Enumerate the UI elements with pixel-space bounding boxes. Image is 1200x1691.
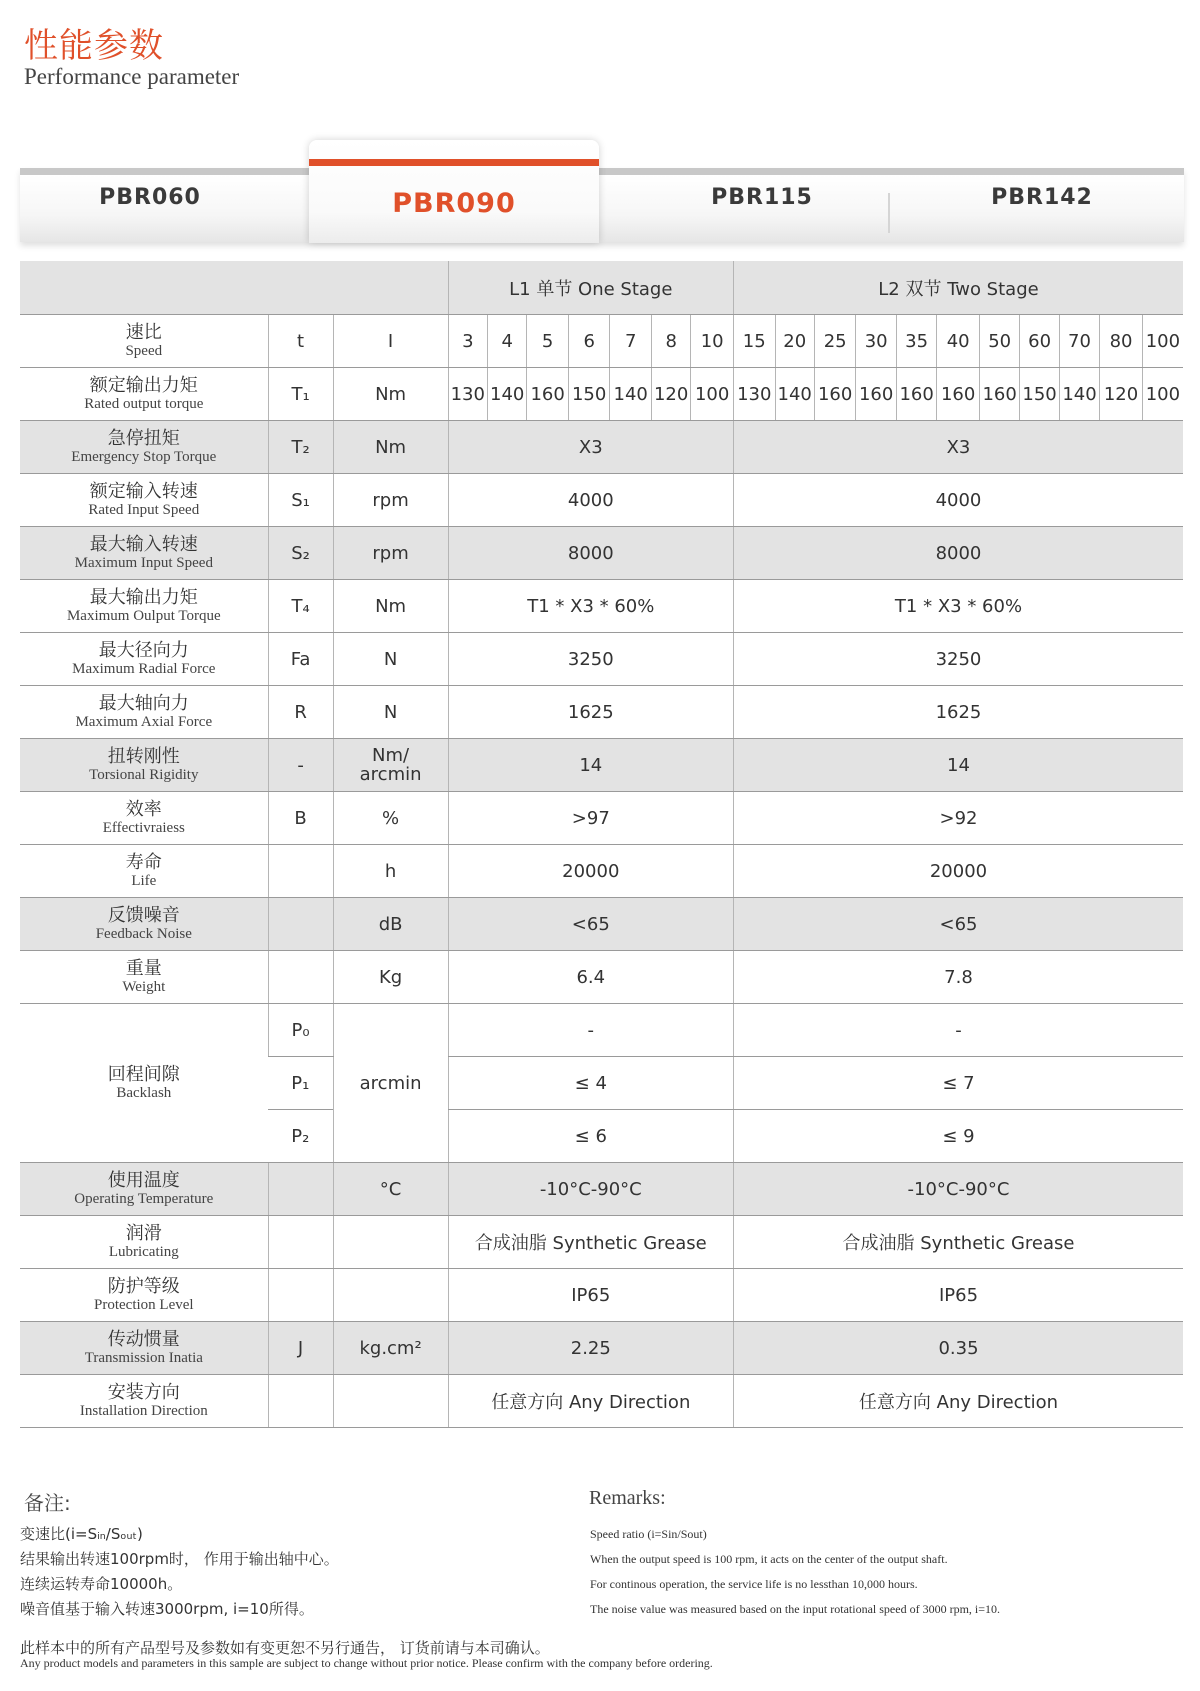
row-label-en: Maximum Input Speed [74,554,213,571]
remark-item: The noise value was measured based on the input rotational speed of 3000 rpm, i=10. [590,1602,1000,1616]
row-symbol [268,1163,333,1216]
row-label-en: Emergency Stop Torque [71,448,217,465]
row-label-en: Effectivraiess [102,819,185,836]
torque-cell: 160 [937,368,980,421]
row-symbol: t [268,315,333,368]
remarks-title-cn: 备注: [24,1491,71,1515]
backlash-label [20,1004,268,1163]
stage2-value: ≤ 9 [733,1110,1183,1163]
remark-item: 变速比(i=Sᵢₙ/Sₒᵤₜ) [20,1525,143,1543]
stage2-value: 8000 [733,527,1183,580]
stage2-value: IP65 [733,1269,1183,1322]
stage1-value: >97 [448,792,733,845]
torque-cell: 100 [691,368,734,421]
stage1-value: -10°C-90°C [448,1163,733,1216]
stage1-value: 任意方向 Any Direction [448,1375,733,1428]
row-label-en: Operating Temperature [74,1190,214,1207]
torque-cell: 140 [487,368,526,421]
row-symbol [268,951,333,1004]
page-subtitle: Performance parameter [24,64,240,89]
row-symbol [268,1216,333,1269]
stage1-value: 8000 [448,527,733,580]
ratio-cell: 50 [979,315,1019,368]
tab-pbr115[interactable]: PBR115 [711,185,813,210]
ratio-cell: 70 [1059,315,1099,368]
torque-cell: 130 [733,368,775,421]
row-label-en: Protection Level [94,1296,194,1313]
stage1-value: X3 [448,421,733,474]
torque-cell: 140 [775,368,814,421]
row-symbol [268,845,333,898]
torque-cell: 120 [651,368,690,421]
torque-cell: 140 [610,368,652,421]
stage-header-row [20,261,1183,315]
torque-cell: 150 [1020,368,1059,421]
stage2-value: 0.35 [733,1322,1183,1375]
row-label-en: Rated Input Speed [88,501,200,518]
row-label-en: Backlash [116,1084,172,1101]
row-symbol [268,898,333,951]
row-label-cn: 最大输出力矩 [89,586,198,608]
row-symbol: P₁ [268,1057,333,1110]
ratio-cell: 7 [610,315,652,368]
row-label-en: Lubricating [108,1243,179,1260]
torque-cell: 130 [448,368,487,421]
remarks-list-cn [20,1522,339,1622]
row-symbol: S₂ [268,527,333,580]
stage1-value: ≤ 6 [448,1110,733,1163]
row-label-cn: 寿命 [125,851,162,873]
row-symbol: T₄ [268,580,333,633]
row-unit: rpm [333,527,448,580]
row-label-en: Maximum Oulput Torque [66,607,221,624]
row-unit [333,739,448,792]
row-label-cn: 扭转刚性 [107,745,180,767]
table-row-max-input [20,527,1183,580]
torque-cell: 160 [527,368,569,421]
row-unit: rpm [333,474,448,527]
active-tab-indicator [309,159,599,166]
row-unit: °C [333,1163,448,1216]
stage1-value: <65 [448,898,733,951]
row-label-en: Rated output torque [84,395,204,412]
table-row-weight [20,951,1183,1004]
table-row-temperature [20,1163,1183,1216]
row-symbol: R [268,686,333,739]
ratio-cell: 6 [568,315,610,368]
table-row-direction [20,1375,1183,1428]
spec-table [20,261,1183,1428]
row-unit: I [333,315,448,368]
ratio-cell: 100 [1142,315,1183,368]
torque-cell: 140 [1059,368,1099,421]
stage1-value: 14 [448,739,733,792]
table-row-axial [20,686,1183,739]
remark-item: Speed ratio (i=Sin/Sout) [590,1527,707,1541]
row-label-cn: 最大轴向力 [98,692,189,714]
table-row-estop [20,421,1183,474]
table-row-speed [20,315,1183,368]
row-label-cn: 额定输出力矩 [89,374,198,396]
ratio-cell: 8 [651,315,690,368]
tab-pbr090-active[interactable] [309,140,599,243]
ratio-cell: 4 [487,315,526,368]
stage2-value: X3 [733,421,1183,474]
header-blank [20,261,448,315]
row-label-en: Torsional Rigidity [89,766,199,783]
stage2-header: L2 双节 Two Stage [733,261,1183,315]
table-row-max-output [20,580,1183,633]
row-label-cn: 润滑 [125,1222,162,1244]
row-label-en: Speed [125,342,163,359]
stage1-value: 3250 [448,633,733,686]
table-row-radial [20,633,1183,686]
stage1-value: ≤ 4 [448,1057,733,1110]
remarks-list-en [590,1522,1000,1622]
tab-pbr060[interactable]: PBR060 [99,185,201,210]
row-unit [333,1269,448,1322]
unit-line-2: arcmin [359,764,422,785]
torque-cell: 160 [814,368,856,421]
remark-item: 连续运转寿命10000h。 [20,1575,183,1593]
table-row-protection [20,1269,1183,1322]
stage1-value: 1625 [448,686,733,739]
ratio-cell: 25 [814,315,856,368]
row-label-cn: 速比 [125,321,162,343]
stage1-value: 合成油脂 Synthetic Grease [448,1216,733,1269]
row-unit: h [333,845,448,898]
row-symbol: P₂ [268,1110,333,1163]
model-tab-bar [20,168,1184,242]
stage2-value: 4000 [733,474,1183,527]
row-label-cn: 重量 [125,957,162,979]
stage2-value: <65 [733,898,1183,951]
ratio-cell: 60 [1020,315,1059,368]
row-label-cn: 回程间隙 [107,1063,180,1085]
row-label-cn: 安装方向 [107,1381,180,1403]
row-unit: Nm [333,368,448,421]
row-label-en: Feedback Noise [95,925,192,942]
row-label-en: Maximum Axial Force [75,713,213,730]
remarks-title-en: Remarks: [589,1487,666,1509]
row-symbol: T₂ [268,421,333,474]
row-unit: Nm [333,580,448,633]
ratio-cell: 3 [448,315,487,368]
row-unit: arcmin [333,1004,448,1163]
row-label-cn: 最大输入转速 [89,533,198,555]
disclaimer-en: Any product models and parameters in this sample are subject to change without prior notice. Please confirm with the company before ordering. [20,1656,713,1670]
row-label-cn: 传动惯量 [107,1328,180,1350]
row-label-en: Life [131,872,157,889]
torque-cell: 160 [856,368,896,421]
row-symbol: S₁ [268,474,333,527]
stage1-value: 2.25 [448,1322,733,1375]
row-unit: N [333,633,448,686]
row-unit: Kg [333,951,448,1004]
row-symbol: P₀ [268,1004,333,1057]
ratio-cell: 15 [733,315,775,368]
stage2-value: - [733,1004,1183,1057]
row-symbol: B [268,792,333,845]
row-unit: kg.cm² [333,1322,448,1375]
stage2-value: 任意方向 Any Direction [733,1375,1183,1428]
row-symbol: J [268,1322,333,1375]
tab-pbr142[interactable]: PBR142 [991,185,1093,210]
remark-item: When the output speed is 100 rpm, it acts on the center of the output shaft. [590,1552,948,1566]
torque-cell: 100 [1142,368,1183,421]
torque-cell: 160 [979,368,1019,421]
tab-pbr090-label: PBR090 [392,188,516,219]
stage2-value: 1625 [733,686,1183,739]
ratio-cell: 80 [1100,315,1143,368]
ratio-cell: 30 [856,315,896,368]
stage2-value: T1 * X3 * 60% [733,580,1183,633]
row-symbol: - [268,739,333,792]
table-row-lubrication [20,1216,1183,1269]
disclaimer-cn: 此样本中的所有产品型号及参数如有变更恕不另行通告， 订货前请与本司确认。 [20,1639,550,1657]
row-label-en: Weight [122,978,166,995]
row-symbol: T₁ [268,368,333,421]
row-label-cn: 反馈噪音 [107,904,180,926]
table-row-noise [20,898,1183,951]
row-unit: N [333,686,448,739]
stage2-value: 20000 [733,845,1183,898]
stage1-value: 20000 [448,845,733,898]
stage2-value: ≤ 7 [733,1057,1183,1110]
stage1-value: - [448,1004,733,1057]
row-label-cn: 额定输入转速 [89,480,198,502]
stage1-value: 4000 [448,474,733,527]
unit-line-1: Nm/ [372,745,410,766]
torque-cell: 150 [568,368,610,421]
row-label-cn: 使用温度 [107,1169,180,1191]
tab-divider [888,193,890,233]
stage2-value: 14 [733,739,1183,792]
table-row-torsional [20,739,1183,792]
table-row-life [20,845,1183,898]
ratio-cell: 5 [527,315,569,368]
ratio-cell: 35 [896,315,936,368]
row-label-en: Transmission Inatia [84,1349,203,1366]
stage1-header: L1 单节 One Stage [448,261,733,315]
stage1-value: 6.4 [448,951,733,1004]
stage2-value: 3250 [733,633,1183,686]
row-unit: dB [333,898,448,951]
table-row-inertia [20,1322,1183,1375]
page-title: 性能参数 [24,26,164,66]
row-label-cn: 最大径向力 [98,639,189,661]
ratio-cell: 20 [775,315,814,368]
stage2-value: >92 [733,792,1183,845]
table-row-backlash-p0 [20,1004,1183,1057]
row-unit [333,1375,448,1428]
row-label-en: Installation Direction [79,1402,208,1419]
ratio-cell: 40 [937,315,980,368]
torque-cell: 160 [896,368,936,421]
row-label-cn: 效率 [125,798,162,820]
remark-item: For continous operation, the service life is no lessthan 10,000 hours. [590,1577,918,1591]
row-symbol [268,1269,333,1322]
stage1-value: IP65 [448,1269,733,1322]
table-row-rated-input [20,474,1183,527]
row-label-cn: 防护等级 [107,1275,180,1297]
row-unit [333,1216,448,1269]
stage2-value: -10°C-90°C [733,1163,1183,1216]
stage2-value: 合成油脂 Synthetic Grease [733,1216,1183,1269]
row-label-en: Maximum Radial Force [72,660,216,677]
row-label-cn: 急停扭矩 [107,427,180,449]
ratio-cell: 10 [691,315,734,368]
row-unit: Nm [333,421,448,474]
remark-item: 噪音值基于输入转速3000rpm, i=10所得。 [20,1600,314,1618]
row-symbol [268,1375,333,1428]
row-symbol: Fa [268,633,333,686]
torque-cell: 120 [1100,368,1143,421]
table-row-rated-torque [20,368,1183,421]
row-unit: % [333,792,448,845]
stage1-value: T1 * X3 * 60% [448,580,733,633]
remark-item: 结果输出转速100rpm时， 作用于输出轴中心。 [20,1550,339,1568]
stage2-value: 7.8 [733,951,1183,1004]
table-row-efficiency [20,792,1183,845]
